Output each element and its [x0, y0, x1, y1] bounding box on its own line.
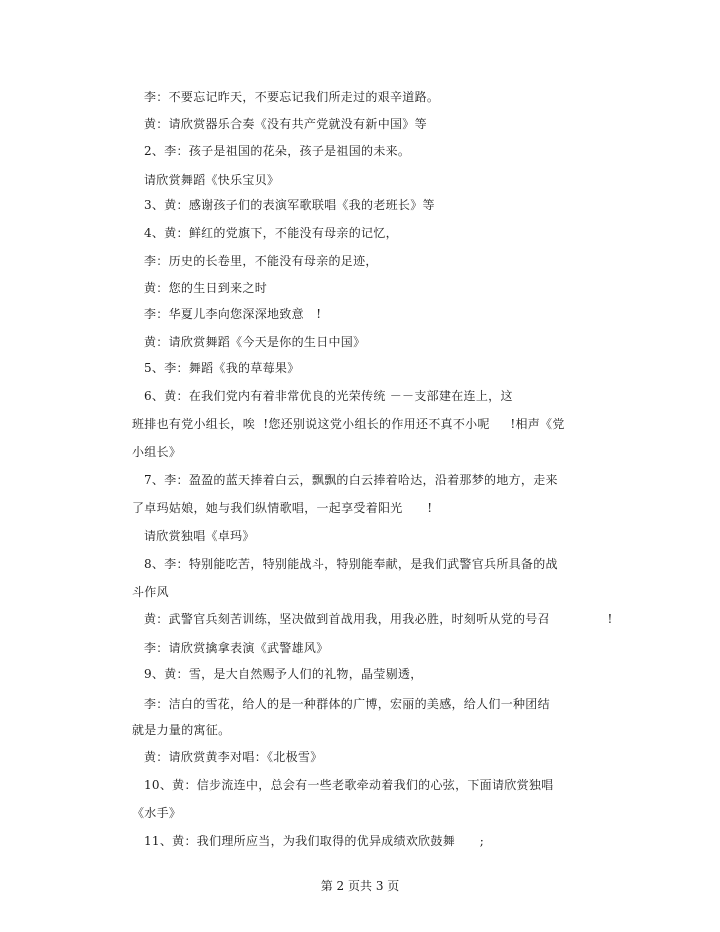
text-line-20: 黄：武警官兵刻苦训练，坚决做到首战用我，用我必胜，时刻听从党的号召 ! [144, 612, 613, 626]
page-footer: 第 2 页共 3 页 [320, 879, 400, 893]
text-line-26: 10、黄：信步流连中，总会有一些老歌牵动着我们的心弦，下面请欣赏独唱 [144, 778, 554, 792]
text-line-4: 请欣赏舞蹈《快乐宝贝》 [144, 173, 280, 187]
text-line-10: 黄：请欣赏舞蹈《今天是你的生日中国》 [144, 335, 366, 349]
text-line-5: 3、黄：感谢孩子们的表演军歌联唱《我的老班长》等 [144, 198, 435, 212]
text-line-6: 4、黄：鲜红的党旗下，不能没有母亲的记忆， [144, 226, 398, 240]
text-line-3: 2、李：孩子是祖国的花朵，孩子是祖国的未来。 [144, 144, 411, 158]
text-line-21: 李：请欣赏擒拿表演《武警雄风》 [144, 641, 329, 655]
text-line-17: 请欣赏独唱《卓玛》 [144, 529, 255, 543]
text-line-11: 5、李：舞蹈《我的草莓果》 [144, 361, 300, 375]
text-line-14: 小组长》 [132, 445, 182, 459]
text-line-15: 7、李：盈盈的蓝天捧着白云，飘飘的白云捧着哈达，沿着那梦的地方，走来 [144, 473, 558, 487]
text-line-1: 李：不要忘记昨天，不要忘记我们所走过的艰辛道路。 [144, 90, 440, 104]
text-line-28: 11、黄：我们理所应当，为我们取得的优异成绩欢欣鼓舞 ; [144, 834, 485, 848]
text-line-16: 了卓玛姑娘，她与我们纵情歌唱，一起享受着阳光 ! [132, 501, 433, 515]
text-line-18: 8、李：特别能吃苦，特别能战斗，特别能奉献，是我们武警官兵所具备的战 [144, 557, 558, 571]
text-line-22: 9、黄：雪，是大自然赐予人们的礼物，晶莹剔透， [144, 667, 423, 681]
text-line-19: 斗作风 [132, 585, 169, 599]
text-line-13: 班排也有党小组长，唉 !您还别说这党小组长的作用还不真不小呢 !相声《党 [132, 417, 565, 431]
text-line-12: 6、黄：在我们党内有着非常优良的光荣传统 －－支部建在连上，这 [144, 389, 513, 403]
text-line-27: 《水手》 [132, 806, 182, 820]
text-line-7: 李：历史的长卷里，不能没有母亲的足迹， [144, 254, 378, 268]
text-line-25: 黄：请欣赏黄李对唱：《北极雪》 [144, 750, 323, 764]
text-line-9: 李：华夏儿李向您深深地致意 ! [144, 307, 322, 321]
text-line-24: 就是力量的寓征。 [132, 723, 231, 737]
text-line-2: 黄：请欣赏器乐合奏《没有共产党就没有新中国》等 [144, 117, 427, 131]
text-line-8: 黄：您的生日到来之时 [144, 281, 268, 295]
text-line-23: 李：洁白的雪花，给人的是一种群体的广博，宏丽的美感，给人们一种团结 [144, 697, 550, 711]
